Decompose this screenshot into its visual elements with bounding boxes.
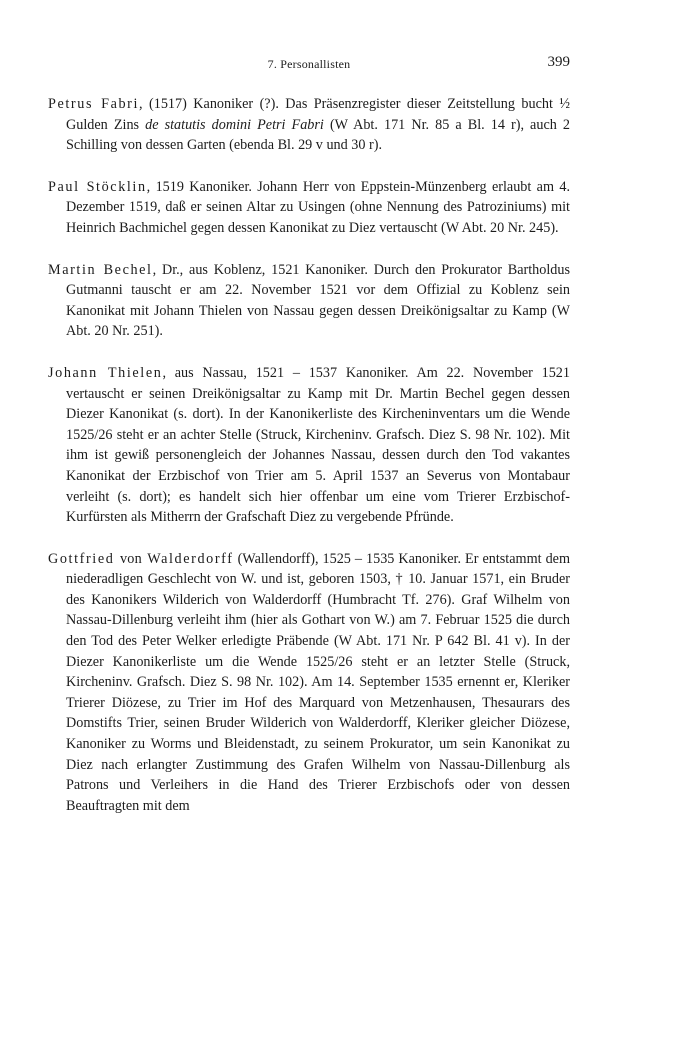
entry-text-continued: (W Abt. 171 Nr. 85 a Bl. 14 r), auch 2 Schilling von dessen Garten (ebenda Bl. 29 v und 30 r). <box>66 116 570 154</box>
entry-text: , aus Nassau, 1521 – 1537 Kanoniker. Am 22. November 1521 vertauscht er seinen Dreikönigsaltar zu Kamp mit Dr. Martin Bechel gegen dessen Diezer Kanonikat (s. dort). In der Kanonikerliste des Kircheninventars um die Wende 1525/26 steht er an achter Stelle (Struck, Kircheninv. Grafsch. Diez S. 98 Nr. 102). Mit ihm ist gewiß personengleich der Johannes Nassau, dessen durch den Tod vakantes Kanonikat der Erzbischof von Trier am 5. April 1537 an Severus von Montabaur verleiht (s. dort); es handelt sich hier offenbar um eine vom Trierer Erzbischof-Kurfürsten als Mitherrn der Grafschaft Diez zu vergebende Pfründe. <box>66 364 570 526</box>
entry-gottfried-von-walderdorff <box>48 549 570 817</box>
entry-name-first: Gottfried <box>48 550 115 567</box>
entry-text: , 1519 Kanoniker. Johann Herr von Eppstein-Münzenberg erlaubt am 4. Dezember 1519, daß er seinen Altar zu Usingen (ohne Nennung des Patroziniums) mit Heinrich Bachmichel gegen dessen Kanonikat zu Diez vertauscht (W Abt. 20 Nr. 245). <box>66 178 570 236</box>
running-title: 7. Personallisten <box>267 57 351 71</box>
entry-text: (Wallendorff), 1525 – 1535 Kanoniker. Er entstammt dem niederadligen Geschlecht von W. und ist, geboren 1503, † 10. Januar 1571, ein Bruder des Kanonikers Wilderich von Walderdorff (Humbracht Tf. 276). Graf Wilhelm von Nassau-Dillenburg verleiht ihm (hier als Gothart von W.) am 7. Februar 1525 die durch den Tod des Peter Welker erledigte Präbende (W Abt. 171 Nr. P 642 Bl. 41 v). In der Diezer Kanonikerliste um die Wende 1525/26 steht er an letzter Stelle (Struck, Kircheninv. Grafsch. Diez S. 98 Nr. 102). Am 14. September 1535 ernennt er, Kleriker Trierer Diözese, zu Trier im Hof des Marquard von Metzenhausen, Thesaurars des Domstifts Trier, seinen Bruder Wilderich von Walderdorff, Kleriker gleicher Diözese, Kanoniker zu Worms und Bleidenstadt, zu seinem Prokurator, um sein Kanonikat zu Diez nach erlangter Zustimmung des Grafen Wilhelm von Nassau-Dillenburg als Patrons und Verleihers in die Hand des Trierer Erzbischofs oder von dessen Beauftragten mit dem <box>66 550 570 814</box>
entry-text: , (1517) Kanoniker (?). Das Präsenzregister dieser Zeitstellung bucht ½ Gulden Zins <box>66 96 570 133</box>
entry-name: Johann Thielen <box>48 364 163 381</box>
entry-name: Martin Bechel <box>48 261 153 278</box>
entry-paul-stoecklin <box>48 177 570 239</box>
entry-petrus-fabri <box>48 94 570 156</box>
entry-johann-thielen <box>48 363 570 528</box>
book-page <box>48 54 570 816</box>
running-head <box>48 54 570 76</box>
entry-name-last: Walderdorff <box>147 550 234 567</box>
entry-text: , Dr., aus Koblenz, 1521 Kanoniker. Durch den Prokurator Bartholdus Gutmanni tauscht er am 22. November 1521 vor dem Offizial zu Koblenz sein Kanonikat mit Johann Thielen von Nassau gegen dessen Dreikönigsaltar zu Kamp (W Abt. 20 Nr. 251). <box>66 261 570 340</box>
entry-italic-quote: de statutis domini Petri Fabri <box>145 116 324 133</box>
page-number: 399 <box>547 54 570 70</box>
entry-name: Petrus Fabri <box>48 96 140 112</box>
entry-name-particle: von <box>120 550 142 567</box>
entry-name: Paul Stöcklin <box>48 178 147 195</box>
entry-martin-bechel <box>48 260 570 342</box>
entry-name <box>48 551 234 567</box>
